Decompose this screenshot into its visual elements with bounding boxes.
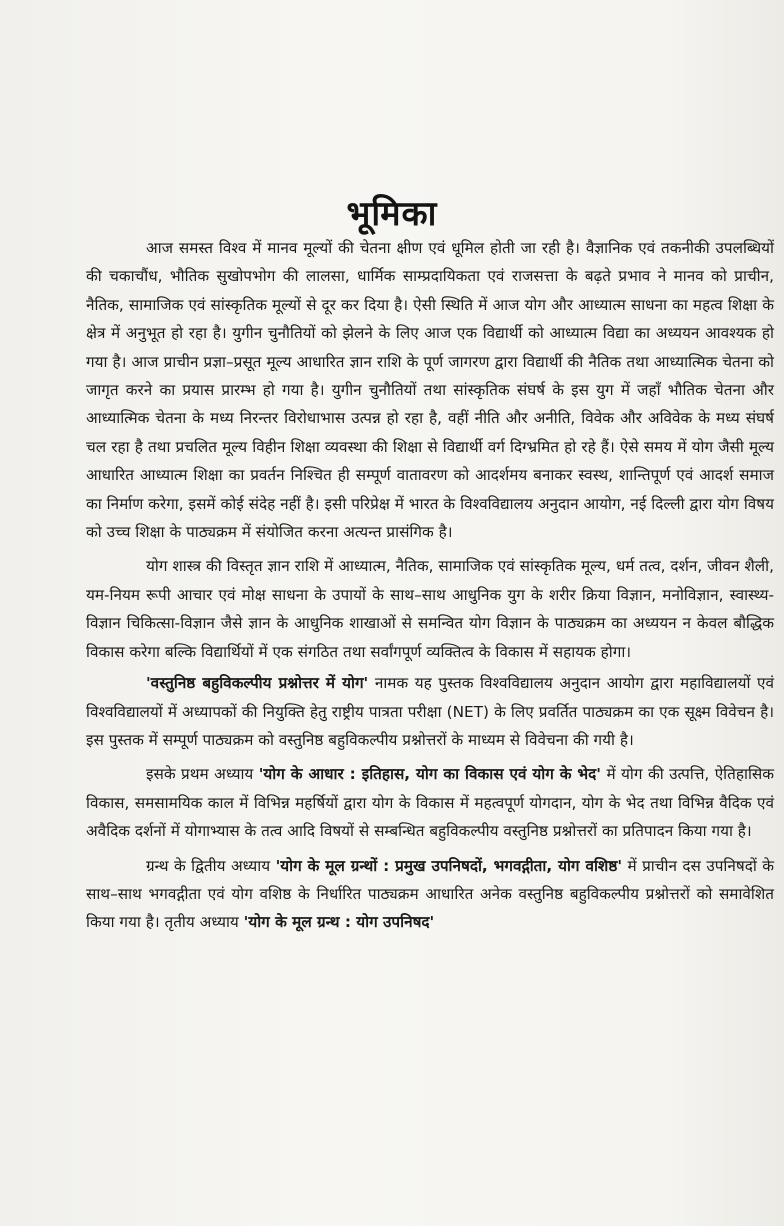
chapter-3-title: 'योग के मूल ग्रन्थ : योग उपनिषद'	[243, 913, 435, 932]
paragraph-5	[86, 852, 774, 937]
page-title: भूमिका	[346, 193, 438, 234]
text-segment: में योग की उत्पत्ति, ऐतिहासिक विकास, समसामयिक काल में विभिन्न महर्षियों द्वारा योग के विकास में महत्वपूर्ण योगदान, योग के भेद तथा विभिन्न वैदिक एवं अवैदिक दर्शनों में योगाभ्यास के तत्व आदि विषयों से सम्बन्धित बहुविकल्पीय वस्तुनिष्ठ प्रश्नोत्तरों का प्रतिपादन किया गया है।	[86, 765, 774, 841]
body-text	[86, 234, 774, 940]
paragraph-3	[86, 669, 774, 754]
paragraph-1	[86, 234, 774, 546]
text-segment: नामक यह पुस्तक विश्वविद्यालय अनुदान आयोग द्वारा महाविद्यालयों एवं विश्वविद्यालयों में अध्यापकों की नियुक्ति हेतु राष्ट्रीय पात्रता परीक्षा (NET) के लिए प्रवर्तित पाठ्यक्रम का एक सूक्ष्म विवेचन है। इस पुस्तक में सम्पूर्ण पाठ्यक्रम को वस्तुनिष्ठ बहुविकल्पीय प्रश्नोत्तरों के माध्यम से विवेचना की गयी है।	[86, 674, 774, 749]
paragraph-2	[86, 552, 774, 666]
paragraph-4	[86, 760, 774, 845]
chapter-2-title: 'योग के मूल ग्रन्थों : प्रमुख उपनिषदों, भगवद्गीता, योग वशिष्ठ'	[275, 856, 623, 875]
text-segment: इसके प्रथम अध्याय	[146, 765, 259, 784]
text-segment: ग्रन्थ के द्वितीय अध्याय	[146, 856, 276, 875]
text-segment: योग शास्त्र की विस्तृत ज्ञान राशि में आध्यात्म, नैतिक, सामाजिक एवं सांस्कृतिक मूल्य, धर्म तत्व, दर्शन, जीवन शैली, यम-नियम रूपी आचार एवं मोक्ष साधना के उपायों के साथ–साथ आधुनिक युग के शरीर क्रिया विज्ञान, मनोविज्ञान, स्वास्थ्य-विज्ञान चिकित्सा-विज्ञान जैसे ज्ञान के आधुनिक शाखाओं से समन्वित योग विज्ञान के पाठ्यक्रम का अध्ययन न केवल बौद्धिक विकास करेगा बल्कि विद्यार्थियों में एक संगठित तथा सर्वांगपूर्ण व्यक्तित्व के विकास में सहायक होगा।	[86, 557, 774, 661]
chapter-1-title: 'योग के आधार : इतिहास, योग का विकास एवं योग के भेद'	[258, 765, 601, 784]
text-segment: में प्राचीन दस उपनिषदों के साथ–साथ भगवद्गीता एवं योग वशिष्ठ के निर्धारित पाठ्यक्रम आधारित अनेक वस्तुनिष्ठ बहुविकल्पीय प्रश्नोत्तरों को समावेशित किया गया है। तृतीय अध्याय	[86, 856, 774, 932]
book-title-quote: 'वस्तुनिष्ठ बहुविकल्पीय प्रश्नोत्तर में योग'	[146, 674, 369, 693]
text-segment: आज समस्त विश्व में मानव मूल्यों की चेतना क्षीण एवं धूमिल होती जा रही है। वैज्ञानिक एवं तकनीकी उपलब्धियों की चकाचौंध, भौतिक सुखोपभोग की लालसा, धार्मिक साम्प्रदायिकता एवं राजसत्ता के बढ़ते प्रभाव ने मानव को प्राचीन, नैतिक, सामाजिक एवं सांस्कृतिक मूल्यों से दूर कर दिया है। ऐसी स्थिति में आज योग और आध्यात्म साधना का महत्व शिक्षा के क्षेत्र में अनुभूत हो रहा है। युगीन चुनौतियों को झेलने के लिए आज एक विद्यार्थी को आध्यात्म विद्या का अध्ययन आवश्यक हो गया है। आज प्राचीन प्रज्ञा–प्रसूत मूल्य आधारित ज्ञान राशि के पूर्ण जागरण द्वारा विद्यार्थी की नैतिक तथा आध्यात्मिक चेतना को जागृत करने का प्रयास प्रारम्भ हो गया है। युगीन चुनौतियों तथा सांस्कृतिक संघर्ष के इस युग में जहाँ भौतिक चेतना और आध्यात्मिक चेतना के मध्य निरन्तर विरोधाभास उत्पन्न हो रहा है, वहीं नीति और अनीति, विवेक और अविवेक के मध्य संघर्ष चल रहा है तथा प्रचलित मूल्य विहीन शिक्षा व्यवस्था की शिक्षा से विद्यार्थी वर्ग दिग्भ्रमित हो रहे हैं। ऐसे समय में योग जैसी मूल्य आधारित आध्यात्म शिक्षा का प्रवर्तन निश्चित ही सम्पूर्ण वातावरण को आदर्शमय बनाकर स्वस्थ, शान्तिपूर्ण एवं आदर्श समाज का निर्माण करेगा, इसमें कोई संदेह नहीं है। इसी परिप्रेक्ष में भारत के विश्वविद्यालय अनुदान आयोग, नई दिल्ली द्वारा योग विषय को उच्च शिक्षा के पाठ्यक्रम में संयोजित करना अत्यन्त प्रासंगिक है।	[86, 239, 774, 542]
